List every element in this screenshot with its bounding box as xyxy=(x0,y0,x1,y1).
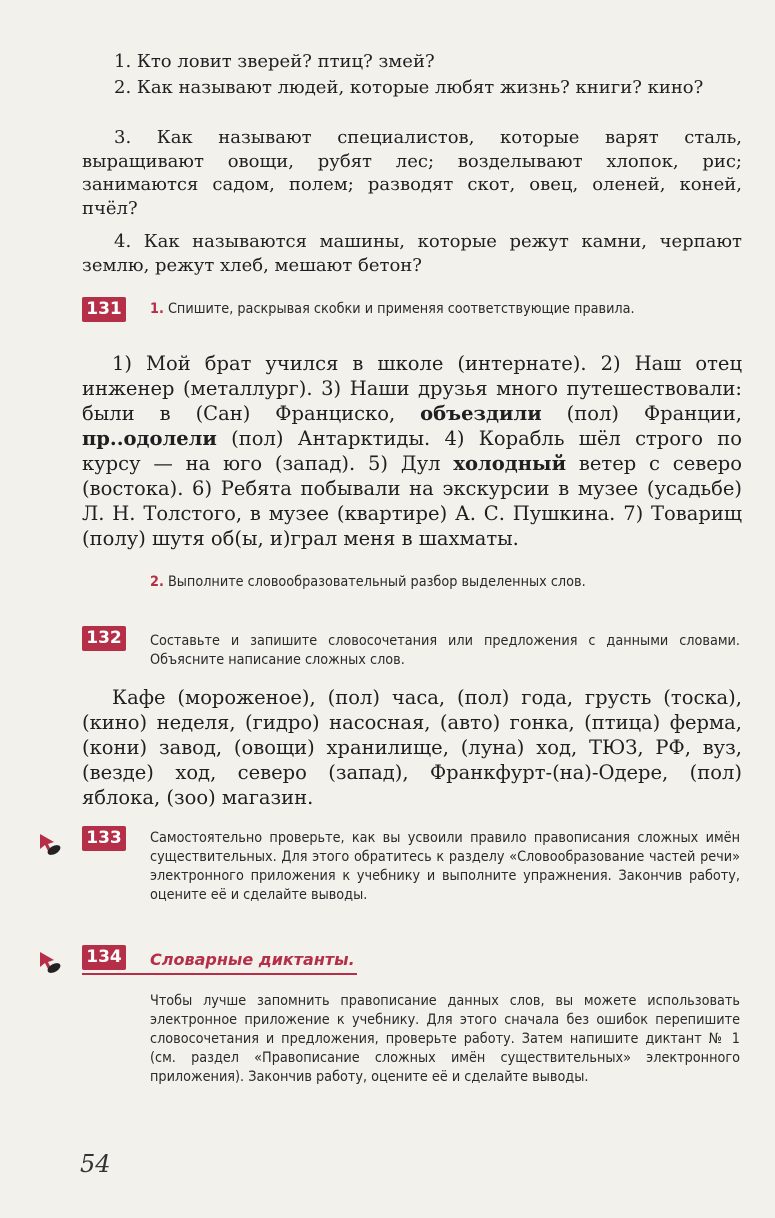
mouse-pointer-icon xyxy=(34,946,64,976)
bold-word-2: пр..одолели xyxy=(82,427,217,450)
exercise-131-text: 1) Мой брат учился в школе (интернате). 2) Наш отец инженер (металлург). 3) Наши друзья много путешествовали: были в (Сан) Франциско, объездили (пол) Франции, пр..одолели (пол) Антарктиды. 4) Корабль шёл строго по курсу — на юго (запад). 5) Дул холодный ветер с северо (востока). 6) Ребята побывали на экскурсии в музее (усадьбе) Л. Н. Толстого, в музее (квартире) А. С. Пушкина. 7) Товарищ (полу) шутя об(ы, и)грал меня в шахматы. xyxy=(82,352,742,550)
exercise-131-task-1: 1. Спишите, раскрывая скобки и применяя соответствующие правила. xyxy=(150,301,635,317)
title-underline xyxy=(82,973,357,975)
exercise-131-badge: 131 xyxy=(82,297,126,322)
exercise-134-badge: 134 xyxy=(82,945,126,970)
bold-word-3: холодный xyxy=(453,452,567,475)
question-4: 4. Как называются машины, которые режут камни, черпают землю, режут хлеб, мешают бетон? xyxy=(82,231,742,276)
exercise-133-task: Самостоятельно проверьте, как вы усвоили правило правописания сложных имён существительных. Для этого обратитесь к разделу «Словообразование частей речи» электронного приложения к учебнику и выполните упражнения. Закончив работу, оцените её и сделайте выводы. xyxy=(150,830,740,903)
exercise-132-badge: 132 xyxy=(82,626,126,651)
exercise-134-title: Словарные диктанты. xyxy=(150,950,355,969)
question-1: 1. Кто ловит зверей? птиц? змей? xyxy=(114,51,435,72)
exercise-131-task-2: 2. Выполните словообразовательный разбор выделенных слов. xyxy=(150,574,586,590)
page-number: 54 xyxy=(80,1150,111,1178)
exercise-132-task: Составьте и запишите словосочетания или предложения с данными словами. Объясните написание сложных слов. xyxy=(150,633,740,668)
exercise-132-text: Кафе (мороженое), (пол) часа, (пол) года, грусть (тоска), (кино) неделя, (гидро) насосная, (авто) гонка, (птица) ферма, (кони) завод, (овощи) хранилище, (луна) ход, ТЮЗ, РФ, вуз, (везде) ход, северо (запад), Франкфурт-(на)-Одере, (пол) яблока, (зоо) магазин. xyxy=(82,686,742,809)
mouse-pointer-icon xyxy=(34,828,64,858)
bold-word-1: объездили xyxy=(420,402,542,425)
exercise-133-badge: 133 xyxy=(82,826,126,851)
question-2: 2. Как называют людей, которые любят жизнь? книги? кино? xyxy=(114,77,704,98)
exercise-134-task: Чтобы лучше запомнить правописание данных слов, вы можете использовать электронное приложение к учебнику. Для этого сначала без ошибок перепишите словосочетания и предложения, проверьте работу. Затем напишите диктант № 1 (см. раздел «Правописание сложных имён существительных» электронного приложения). Закончив работу, оцените её и сделайте выводы. xyxy=(150,993,740,1085)
question-3: 3. Как называют специалистов, которые варят сталь, выращивают овощи, рубят лес; возделывают хлопок, рис; занимаются садом, полем; разводят скот, овец, оленей, коней, пчёл? xyxy=(82,127,742,219)
